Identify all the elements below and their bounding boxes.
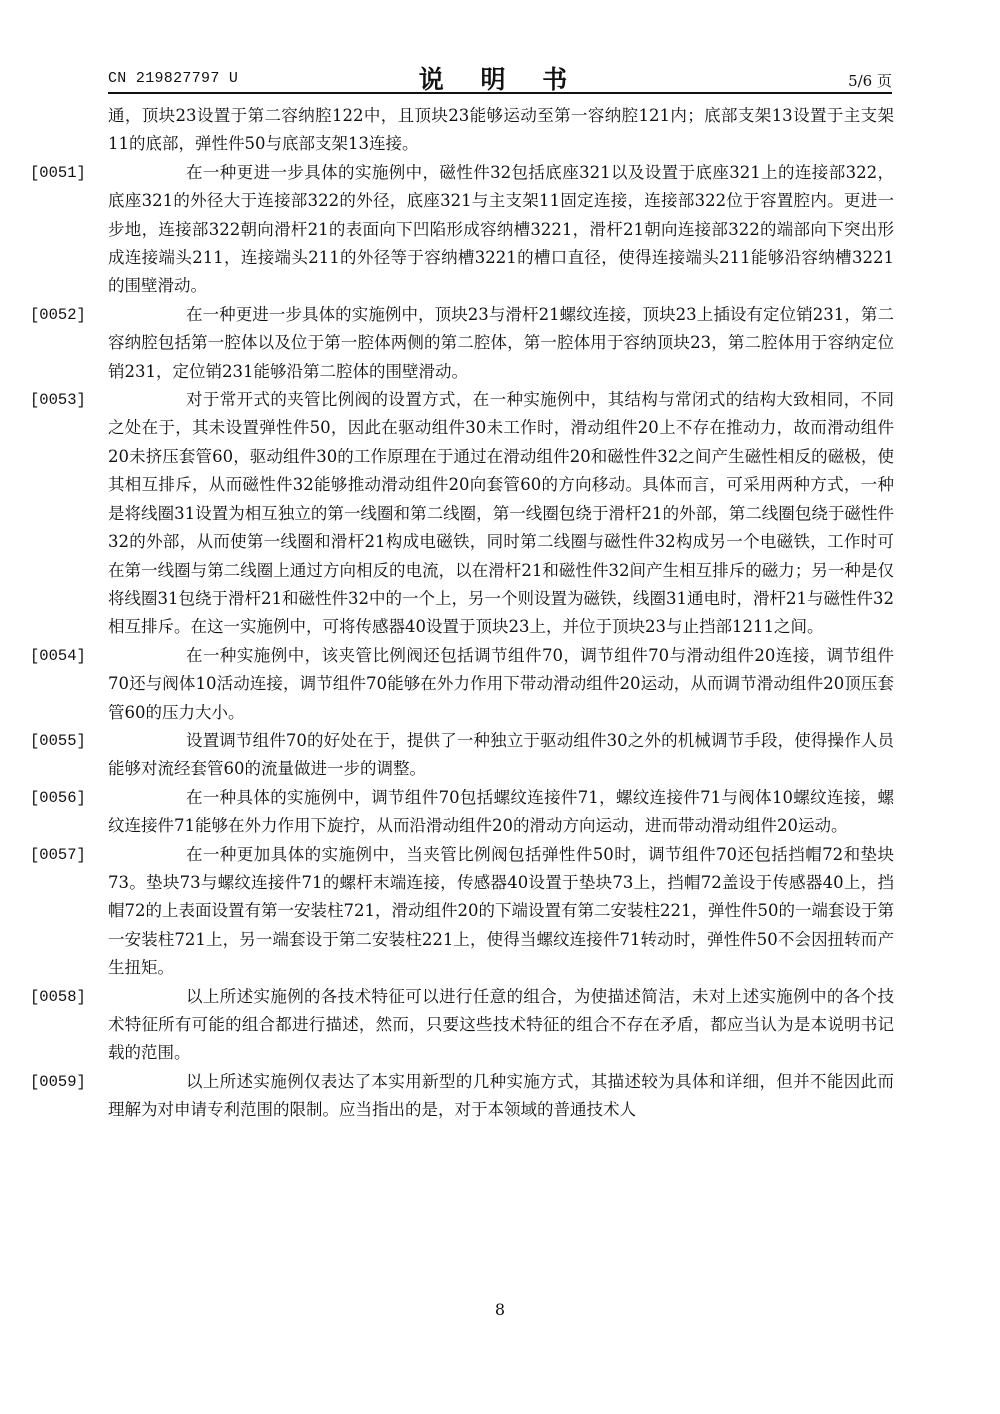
document-body <box>30 102 894 1125</box>
paragraph-number: [0051] <box>30 163 86 182</box>
paragraph-0053 <box>30 386 894 642</box>
paragraph-text: 以上所述实施例仅表达了本实用新型的几种实施方式，其描述较为具体和详细，但并不能因此而理解为对申请专利范围的限制。应当指出的是，对于本领域的普通技术人 <box>108 1071 894 1120</box>
paragraph-text: 在一种更加具体的实施例中，当夹管比例阀包括弹性件50时，调节组件70还包括挡帽72和垫块73。垫块73与螺纹连接件71的螺杆末端连接，传感器40设置于垫块73上，挡帽72盖设于传感器40上，挡帽72的上表面设置有第一安装柱721，滑动组件20的下端设置有第二安装柱221，弹性件50的一端套设于第一安装柱721上，另一端套设于第二安装柱221上，使得当螺纹连接件71转动时，弹性件50不会因扭转而产生扭矩。 <box>108 844 894 978</box>
paragraph-0058 <box>30 983 894 1068</box>
page-indicator: 5/6 页 <box>848 72 892 90</box>
paragraph-text: 在一种实施例中，该夹管比例阀还包括调节组件70，调节组件70与滑动组件20连接，调节组件70还与阀体10活动连接，调节组件70能够在外力作用下带动滑动组件20运动，从而调节滑动组件20顶压套管60的压力大小。 <box>108 645 894 722</box>
paragraph-number: [0058] <box>30 987 86 1006</box>
paragraph-number: [0055] <box>30 731 86 750</box>
paragraph-number: [0053] <box>30 391 86 410</box>
paragraph-text: 在一种更进一步具体的实施例中，顶块23与滑杆21螺纹连接，顶块23上插设有定位销231，第二容纳腔包括第一腔体以及位于第一腔体两侧的第二腔体，第一腔体用于容纳顶块23，第二腔体用于容纳定位销231，定位销231能够沿第二腔体的围壁滑动。 <box>108 304 894 381</box>
paragraph-text: 在一种具体的实施例中，调节组件70包括螺纹连接件71，螺纹连接件71与阀体10螺纹连接，螺纹连接件71能够在外力作用下旋拧，从而沿滑动组件20的滑动方向运动，进而带动滑动组件20运动。 <box>108 787 894 836</box>
paragraph-number: [0052] <box>30 305 86 324</box>
paragraph-text: 以上所述实施例的各技术特征可以进行任意的组合，为使描述简洁，未对上述实施例中的各个技术特征所有可能的组合都进行描述，然而，只要这些技术特征的组合不存在矛盾，都应当认为是本说明书记载的范围。 <box>108 986 894 1063</box>
paragraph-number: [0059] <box>30 1072 86 1091</box>
document-title: 说 明 书 <box>418 65 582 94</box>
paragraph-0055 <box>30 727 894 784</box>
paragraph-0052 <box>30 301 894 386</box>
paragraph-number: [0056] <box>30 788 86 807</box>
paragraph-0056 <box>30 784 894 841</box>
paragraph-text: 在一种更进一步具体的实施例中，磁性件32包括底座321以及设置于底座321上的连接部322，底座321的外径大于连接部322的外径，底座321与主支架11固定连接，连接部322位于容置腔内。更进一步地，连接部322朝向滑杆21的表面向下凹陷形成容纳槽3221，滑杆21朝向连接部322的端部向下突出形成连接端头211，连接端头211的外径等于容纳槽3221的槽口直径，使得连接端头211能够沿容纳槽3221的围壁滑动。 <box>108 162 894 296</box>
publication-number: CN 219827797 U <box>108 70 239 87</box>
page-number: 8 <box>494 1300 506 1319</box>
paragraph-0057 <box>30 841 894 983</box>
paragraph-text: 通，顶块23设置于第二容纳腔122中，且顶块23能够运动至第一容纳腔121内；底部支架13设置于主支架11的底部，弹性件50与底部支架13连接。 <box>108 106 894 154</box>
paragraph-0054 <box>30 642 894 727</box>
paragraph-text: 设置调节组件70的好处在于，提供了一种独立于驱动组件30之外的机械调节手段，使得操作人员能够对流经套管60的流量做进一步的调整。 <box>108 730 894 779</box>
paragraph-text: 对于常开式的夹管比例阀的设置方式，在一种实施例中，其结构与常闭式的结构大致相同，不同之处在于，其未设置弹性件50，因此在驱动组件30未工作时，滑动组件20上不存在推动力，故而滑动组件20未挤压套管60，驱动组件30的工作原理在于通过在滑动组件20和磁性件32之间产生磁性相反的磁极，使其相互排斥，从而磁性件32能够推动滑动组件20向套管60的方向移动。具体而言，可采用两种方式，一种是将线圈31设置为相互独立的第一线圈和第二线圈，第一线圈包绕于滑杆21的外部，第二线圈包绕于磁性件32的外部，从而使第一线圈和滑杆21构成电磁铁，同时第二线圈与磁性件32构成另一个电磁铁，工作时可在第一线圈与第二线圈上通过方向相反的电流，以在滑杆21和磁性件32间产生相互排斥的磁力；另一种是仅将线圈31包绕于滑杆21和磁性件32中的一个上，另一个则设置为磁铁，线圈31通电时，滑杆21与磁性件32相互排斥。在这一实施例中，可将传感器40设置于顶块23上，并位于顶块23与止挡部1211之间。 <box>108 390 894 637</box>
paragraph-0051 <box>30 159 894 301</box>
page-footer <box>0 1300 1000 1319</box>
paragraph-continued <box>108 102 894 159</box>
page-header <box>108 60 892 94</box>
paragraph-number: [0057] <box>30 845 86 864</box>
paragraph-0059 <box>30 1068 894 1125</box>
paragraph-number: [0054] <box>30 646 86 665</box>
